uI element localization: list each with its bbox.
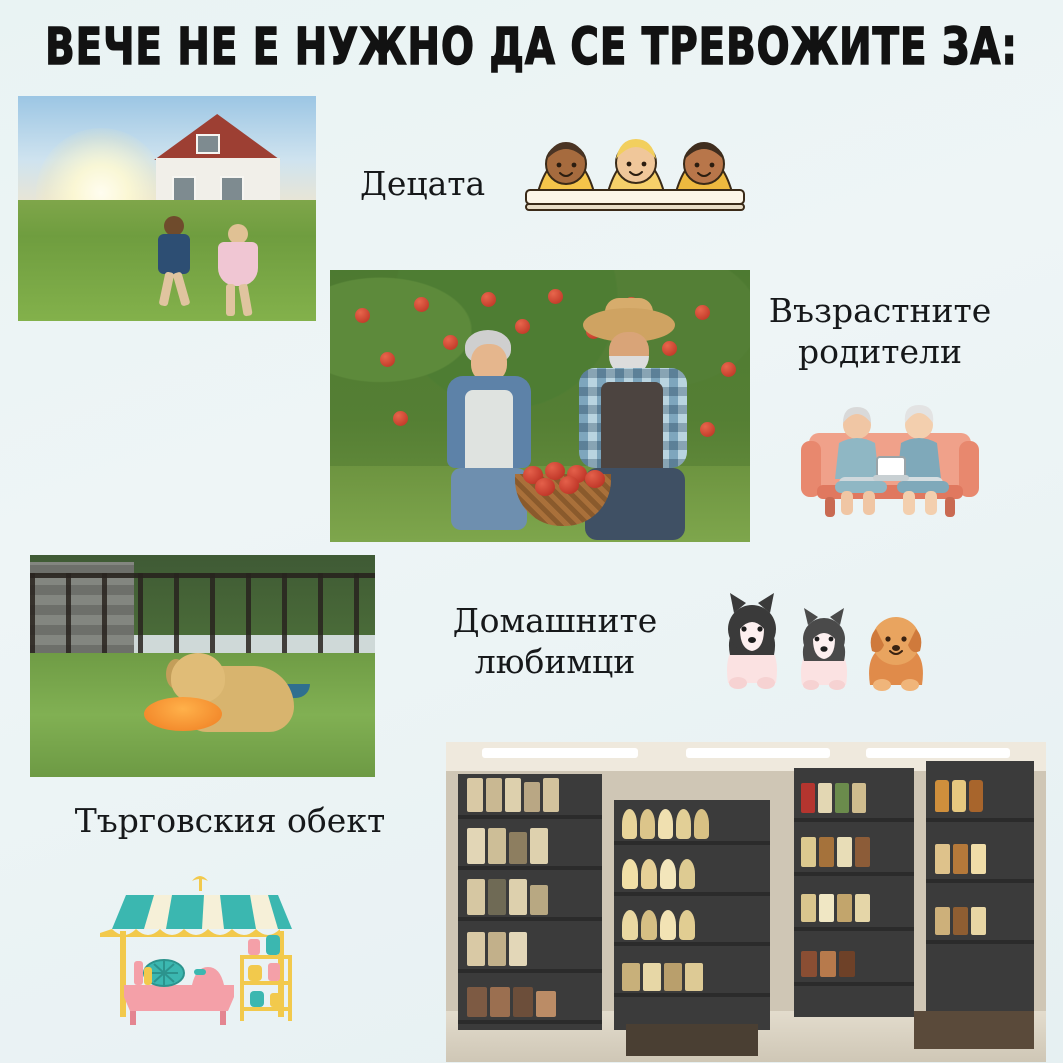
child-boy	[148, 216, 200, 311]
three-children-icon	[520, 130, 750, 230]
photo-store	[446, 742, 1046, 1062]
photo-parents	[330, 270, 750, 542]
page-title: ВЕЧЕ НЕ Е НУЖНО ДА СЕ ТРЕВОЖИТЕ ЗА:	[45, 18, 1018, 77]
market-stall-icon	[100, 865, 340, 1030]
child-girl	[210, 224, 266, 316]
elderly-couple-on-sofa-icon	[795, 385, 985, 530]
label-shop: Търговския обект	[74, 801, 386, 840]
photo-store-scene	[446, 742, 1046, 1062]
shelf-unit-right	[794, 768, 914, 1018]
ceiling-light	[866, 748, 1010, 758]
photo-children	[18, 96, 316, 321]
ceiling-light	[482, 748, 638, 758]
photo-pets	[30, 555, 375, 777]
floor-display-right	[914, 1011, 1034, 1049]
ceiling-light	[686, 748, 830, 758]
shelf-unit-left	[458, 774, 602, 1030]
label-children: Децата	[360, 164, 486, 203]
label-pets: Домашните любимци	[452, 601, 658, 682]
dog-head	[171, 653, 225, 703]
label-elderly-parents: Възрастните родители	[768, 291, 992, 372]
three-pets-icon	[710, 585, 935, 700]
house-window	[196, 134, 220, 154]
photo-pets-scene	[30, 555, 375, 777]
shelf-unit-far-right	[926, 761, 1034, 1017]
floor-display-left	[626, 1024, 758, 1056]
frisbee	[144, 697, 222, 731]
photo-children-scene	[18, 96, 316, 321]
shelf-unit-center	[614, 800, 770, 1030]
photo-parents-scene	[330, 270, 750, 542]
fence	[30, 573, 375, 657]
